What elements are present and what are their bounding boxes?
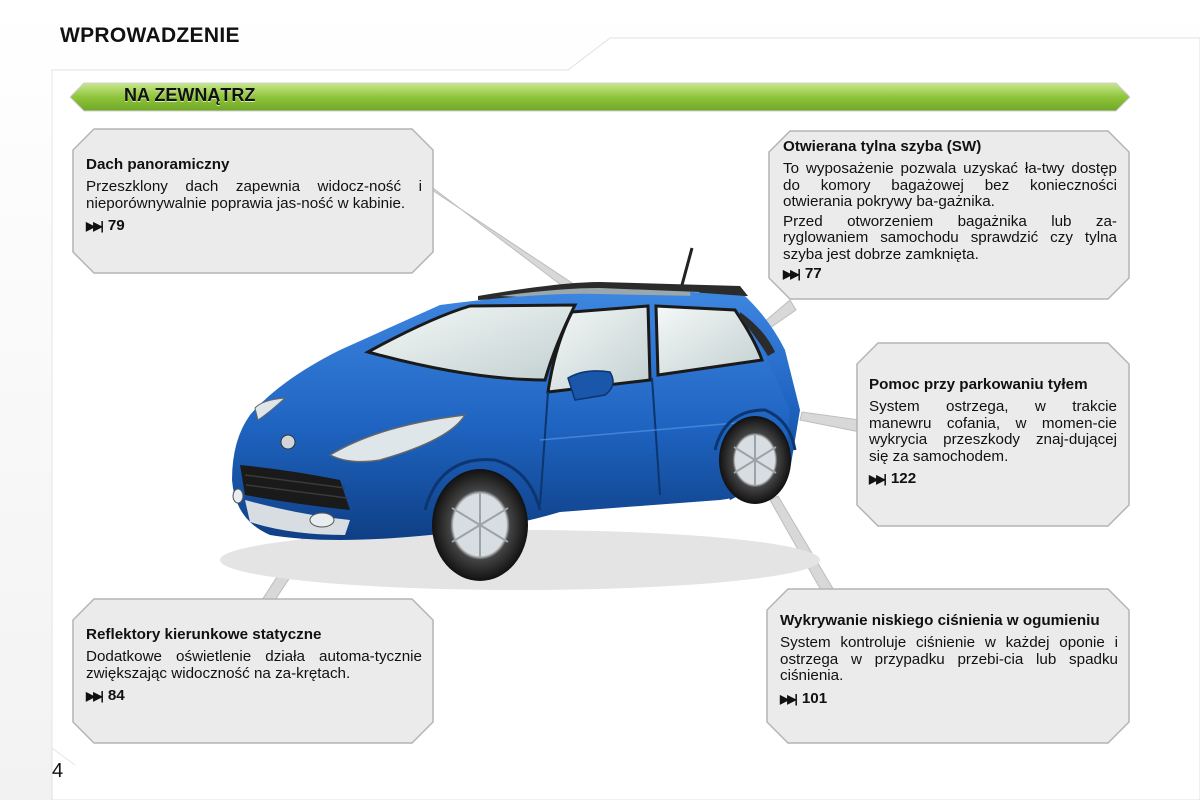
callout-headlights bbox=[86, 626, 422, 705]
callout-parking-assist bbox=[869, 376, 1117, 488]
callout-text: Przeszklony dach zapewnia widocz-ność i nieporównywalnie poprawia jas-ność w kabinie. bbox=[86, 178, 422, 212]
callout-title: Wykrywanie niskiego ciśnienia w ogumieniu bbox=[780, 612, 1100, 629]
callout-text: System kontroluje ciśnienie w każdej oponie i ostrzega w przypadku przebi-cia lub spadku ciśnienia. bbox=[780, 634, 1118, 684]
page-reference[interactable] bbox=[783, 266, 1117, 283]
callout-title: Pomoc przy parkowaniu tyłem bbox=[869, 376, 1088, 393]
section-title: WPROWADZENIE bbox=[60, 24, 240, 47]
page-reference-number: 84 bbox=[107, 687, 125, 704]
page-reference-number: 79 bbox=[107, 217, 125, 234]
page-reference[interactable] bbox=[869, 471, 1117, 488]
callout-title: Reflektory kierunkowe statyczne bbox=[86, 626, 322, 643]
callout-text: To wyposażenie pozwala uzyskać ła-twy dostęp do komory bagażowej bez konieczności otwierania pokrywy ba-gażnika. bbox=[783, 160, 1117, 210]
fast-forward-icon: ▶▶| bbox=[86, 219, 102, 233]
banner-title: NA ZEWNĄTRZ bbox=[124, 85, 256, 105]
callout-text: System ostrzega, w trakcie manewru cofania, w momen-cie wykrycia przeszkody znaj-dującej się za samochodem. bbox=[869, 398, 1117, 465]
callout-rear-window bbox=[783, 138, 1117, 283]
fast-forward-icon: ▶▶| bbox=[780, 691, 796, 706]
callout-title: Otwierana tylna szyba (SW) bbox=[783, 138, 982, 155]
page-number: 4 bbox=[52, 760, 64, 782]
callout-text: Dodatkowe oświetlenie działa automa-tycznie zwiększając widoczność na za-krętach. bbox=[86, 648, 422, 682]
fast-forward-icon: ▶▶| bbox=[869, 472, 885, 486]
callout-tyre-pressure bbox=[780, 612, 1118, 707]
callout-title: Dach panoramiczny bbox=[86, 156, 230, 173]
callout-text: Przed otworzeniem bagażnika lub za-ryglowaniem samochodu sprawdzić czy tylna szyba jest dobrze zamknięta. bbox=[783, 212, 1117, 263]
fast-forward-icon: ▶▶| bbox=[86, 689, 102, 703]
page-reference-number: 77 bbox=[804, 265, 822, 282]
page-reference-number: 122 bbox=[890, 470, 917, 487]
page-reference[interactable] bbox=[780, 691, 1118, 708]
page-reference-number: 101 bbox=[801, 689, 828, 707]
fast-forward-icon: ▶▶| bbox=[783, 267, 799, 281]
page-reference[interactable] bbox=[86, 218, 422, 235]
page-reference[interactable] bbox=[86, 688, 422, 705]
callout-panoramic-roof bbox=[86, 156, 422, 235]
